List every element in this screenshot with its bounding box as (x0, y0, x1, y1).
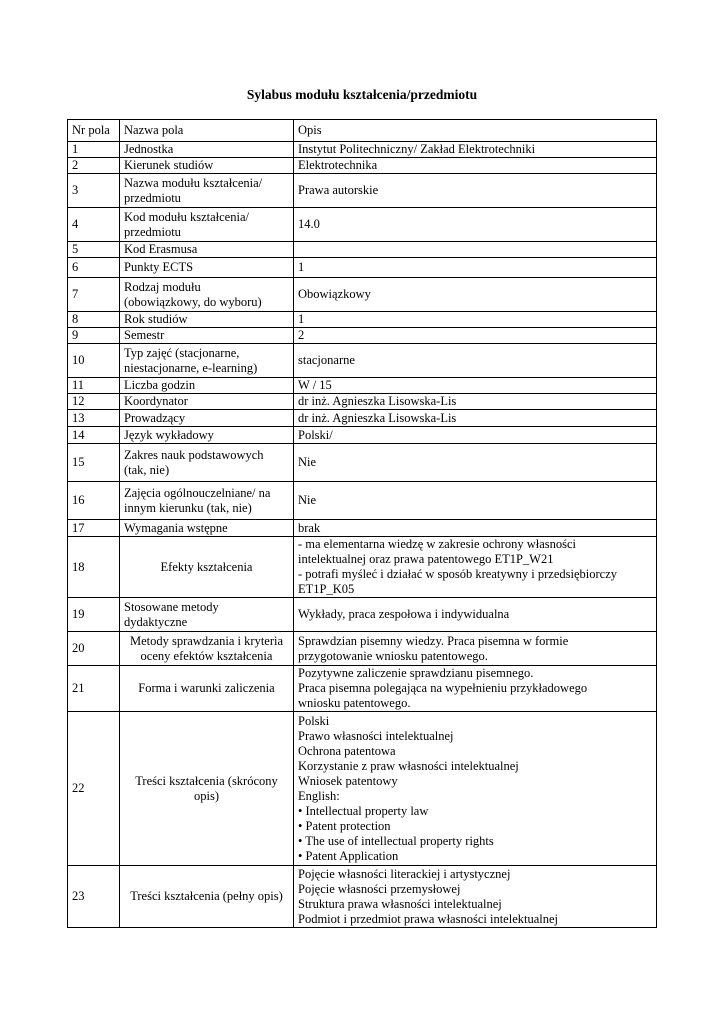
field-name (120, 598, 294, 632)
description-line: • The use of intellectual property rights (298, 833, 494, 848)
row-number: 14 (68, 427, 120, 444)
description-line: Wniosek patentowy (298, 773, 398, 788)
description-line: Polski/ (298, 427, 333, 442)
field-name (120, 142, 294, 158)
row-number: 2 (68, 158, 120, 174)
description-line: 1 (298, 312, 305, 326)
field-description (294, 712, 657, 866)
field-name-line: przedmiotu (124, 190, 181, 205)
field-name-line: Koordynator (124, 394, 188, 408)
row-number: 10 (68, 344, 120, 378)
field-name (120, 278, 294, 312)
field-description (294, 278, 657, 312)
description-line: dr inż. Agnieszka Lisowska-Lis (298, 394, 457, 408)
description-line: • Patent protection (298, 818, 391, 833)
field-name (120, 312, 294, 328)
field-name-line: Zajęcia ogólnouczelniane/ na (124, 485, 271, 500)
description-line: • Patent Application (298, 848, 399, 863)
description-line: - potrafi myśleć i działać w sposób kreatywny i przedsiębiorczy (298, 567, 617, 581)
row-number: 23 (68, 866, 120, 928)
row-number: 1 (68, 142, 120, 158)
field-name (120, 344, 294, 378)
field-name (120, 427, 294, 444)
row-number: 8 (68, 312, 120, 328)
field-name (120, 242, 294, 258)
field-name (120, 174, 294, 208)
field-name-line: niestacjonarne, e-learning) (124, 360, 258, 375)
field-description (294, 344, 657, 378)
field-description (294, 866, 657, 928)
field-name-line: innym kierunku (tak, nie) (124, 500, 252, 515)
description-line: Korzystanie z praw własności intelektualnej (298, 758, 519, 773)
description-line: English: (298, 788, 340, 803)
description-line: Nie (298, 455, 317, 469)
row-number: 20 (68, 632, 120, 666)
field-description (294, 142, 657, 158)
field-description (294, 520, 657, 537)
field-name-line: Kod Erasmusa (124, 242, 198, 256)
field-name-line: Typ zajęć (stacjonarne, (124, 345, 240, 360)
description-line: Instytut Politechniczny/ Zakład Elektrotechniki (298, 142, 536, 156)
description-line: przygotowanie wniosku patentowego. (298, 648, 488, 663)
field-name-line: oceny efektów kształcenia (140, 648, 273, 663)
field-description (294, 394, 657, 410)
table-row (68, 142, 657, 158)
table-row (68, 598, 657, 632)
table-row (68, 427, 657, 444)
table-row (68, 666, 657, 712)
table-row (68, 866, 657, 928)
row-number: 5 (68, 242, 120, 258)
description-line: Pojęcie własności przemysłowej (298, 881, 461, 896)
table-row (68, 632, 657, 666)
table-row (68, 174, 657, 208)
description-line: Polski (298, 713, 330, 728)
field-description (294, 482, 657, 520)
field-name-line: opis) (194, 788, 219, 803)
field-name-line: Semestr (124, 328, 165, 342)
description-line: Podmiot i przedmiot prawa własności intelektualnej (298, 911, 559, 926)
field-name-line: Treści kształcenia (pełny opis) (130, 889, 283, 903)
field-name-line: Stosowane metody (124, 599, 219, 614)
row-number: 9 (68, 328, 120, 344)
field-name-line: Jednostka (124, 142, 174, 156)
table-row (68, 410, 657, 427)
field-name (120, 328, 294, 344)
header-name: Nazwa pola (120, 120, 294, 142)
field-name-line: Forma i warunki zaliczenia (138, 681, 275, 695)
row-number: 13 (68, 410, 120, 427)
row-number: 21 (68, 666, 120, 712)
row-number: 6 (68, 258, 120, 278)
row-number: 4 (68, 208, 120, 242)
field-description (294, 444, 657, 482)
row-number: 19 (68, 598, 120, 632)
description-line: stacjonarne (298, 353, 355, 367)
row-number: 16 (68, 482, 120, 520)
field-name-line: Kierunek studiów (124, 158, 214, 172)
field-name-line: Rok studiów (124, 312, 188, 326)
field-name (120, 666, 294, 712)
field-description (294, 312, 657, 328)
field-name (120, 537, 294, 598)
field-name-line: Wymagania wstępne (124, 520, 228, 535)
row-number: 17 (68, 520, 120, 537)
field-description (294, 328, 657, 344)
field-name-line: Rodzaj modułu (124, 279, 201, 294)
field-description (294, 427, 657, 444)
field-name (120, 444, 294, 482)
description-line: Prawa autorskie (298, 183, 379, 197)
description-line: Obowiązkowy (298, 287, 371, 301)
field-description (294, 598, 657, 632)
description-line: Nie (298, 493, 317, 507)
row-number: 15 (68, 444, 120, 482)
description-line: ET1P_K05 (298, 582, 355, 596)
field-name (120, 866, 294, 928)
row-number: 22 (68, 712, 120, 866)
description-line: 14.0 (298, 217, 320, 231)
description-line: Sprawdzian pisemny wiedzy. Praca pisemna w formie (298, 633, 569, 648)
field-name-line: Liczba godzin (124, 378, 196, 392)
description-line: Struktura prawa własności intelektualnej (298, 896, 502, 911)
field-description (294, 410, 657, 427)
description-line: intelektualnej oraz prawa patentowego ET1P_W21 (298, 552, 554, 566)
table-row (68, 312, 657, 328)
row-number: 11 (68, 378, 120, 394)
table-row (68, 520, 657, 537)
table-row (68, 712, 657, 866)
field-description (294, 208, 657, 242)
field-description (294, 666, 657, 712)
field-name-line: Zakres nauk podstawowych (124, 447, 264, 462)
field-name (120, 208, 294, 242)
field-description (294, 158, 657, 174)
field-name-line: Punkty ECTS (124, 260, 194, 274)
document-title: Sylabus modułu kształcenia/przedmiotu (246, 87, 478, 102)
table-row (68, 258, 657, 278)
table-header-row (68, 120, 657, 142)
description-line: - ma elementarna wiedzę w zakresie ochrony własności (298, 537, 577, 551)
field-name-line: Treści kształcenia (skrócony (135, 773, 278, 788)
description-line: Wykłady, praca zespołowa i indywidualna (298, 607, 510, 621)
field-name (120, 258, 294, 278)
description-line: Prawo własności intelektualnej (298, 728, 454, 743)
header-desc: Opis (294, 120, 657, 142)
table-row (68, 537, 657, 598)
table-row (68, 158, 657, 174)
row-number: 18 (68, 537, 120, 598)
field-name (120, 158, 294, 174)
field-name-line: (obowiązkowy, do wyboru) (124, 294, 262, 309)
field-name-line: Metody sprawdzania i kryteria (129, 633, 284, 648)
description-line: 2 (298, 328, 305, 342)
description-line: W / 15 (298, 378, 332, 392)
description-line: Ochrona patentowa (298, 743, 396, 758)
row-number: 3 (68, 174, 120, 208)
field-name (120, 410, 294, 427)
description-line: dr inż. Agnieszka Lisowska-Lis (298, 410, 457, 425)
field-name-line: (tak, nie) (124, 462, 170, 477)
table-row (68, 328, 657, 344)
field-name (120, 378, 294, 394)
description-line: wniosku patentowego. (298, 696, 411, 710)
table-row (68, 482, 657, 520)
field-description (294, 258, 657, 278)
table-row (68, 242, 657, 258)
field-name-line: Język wykładowy (124, 427, 214, 442)
field-name-line: Prowadzący (124, 410, 186, 425)
syllabus-table (67, 119, 657, 928)
table-row (68, 394, 657, 410)
field-name-line: Nazwa modułu kształcenia/ (124, 175, 263, 190)
row-number: 12 (68, 394, 120, 410)
description-line: brak (298, 520, 321, 535)
description-line: 1 (298, 260, 305, 274)
table-row (68, 444, 657, 482)
description-line: Pojęcie własności literackiej i artystycznej (298, 866, 511, 881)
row-number: 7 (68, 278, 120, 312)
field-name (120, 712, 294, 866)
description-line: Elektrotechnika (298, 158, 378, 172)
table-row (68, 344, 657, 378)
field-name-line: Kod modułu kształcenia/ (124, 209, 249, 224)
field-name (120, 632, 294, 666)
field-name-line: przedmiotu (124, 224, 181, 239)
field-name (120, 520, 294, 537)
field-name-line: Efekty kształcenia (160, 559, 253, 574)
table-row (68, 208, 657, 242)
field-name (120, 394, 294, 410)
field-description (294, 174, 657, 208)
table-row (68, 378, 657, 394)
header-nr: Nr pola (68, 120, 120, 142)
field-name-line: dydaktyczne (124, 614, 188, 629)
field-name (120, 482, 294, 520)
field-description (294, 242, 657, 258)
field-description (294, 378, 657, 394)
description-line: Praca pisemna polegająca na wypełnieniu przykładowego (298, 681, 588, 695)
field-description (294, 632, 657, 666)
table-row (68, 278, 657, 312)
field-description (294, 537, 657, 598)
description-line: Pozytywne zaliczenie sprawdzianu pisemnego. (298, 666, 534, 680)
description-line: • Intellectual property law (298, 803, 429, 818)
